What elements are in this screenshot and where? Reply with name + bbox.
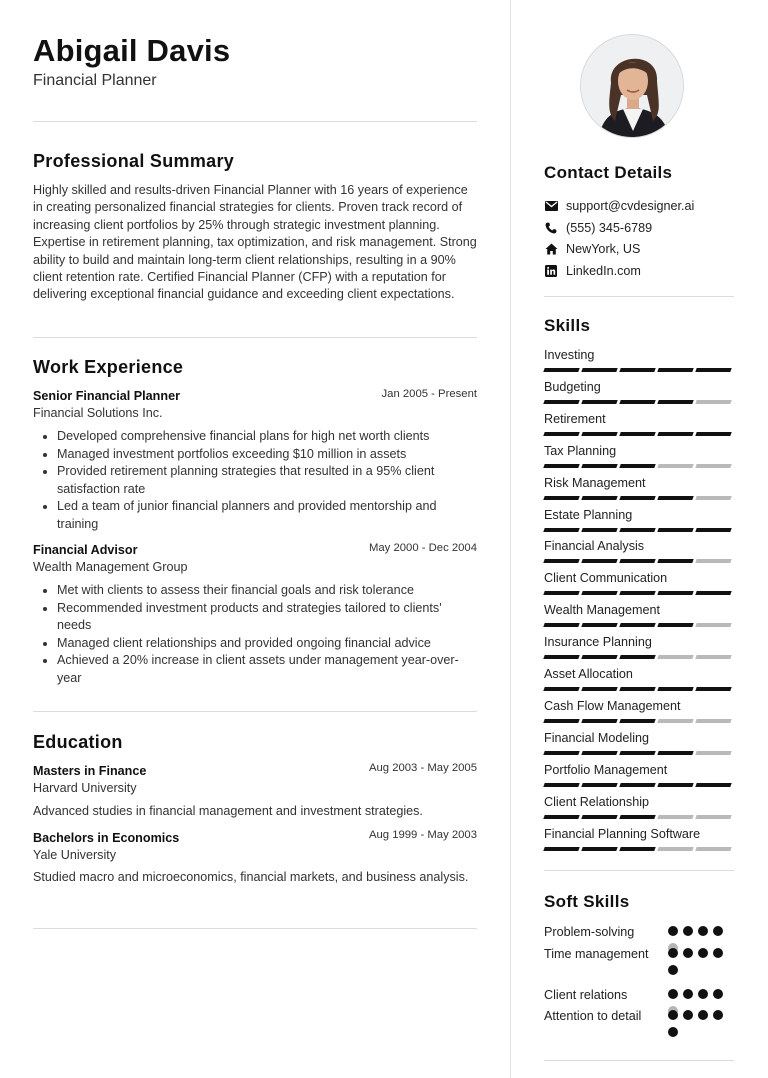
rating-dot: [713, 1010, 723, 1020]
degree-description-1: Advanced studies in financial management and investment strategies.: [33, 804, 423, 818]
skill-level-segment: [619, 559, 655, 563]
skill-level-segment: [695, 687, 731, 691]
rating-dot: [668, 1010, 678, 1020]
school-name-2: Yale University: [33, 848, 117, 862]
rating-dot: [683, 1010, 693, 1020]
skill-name: Investing: [544, 348, 595, 362]
rating-dot: [713, 948, 723, 958]
skill-level-bar: [544, 368, 734, 372]
skill-name: Retirement: [544, 411, 606, 426]
summary-heading: Professional Summary: [33, 151, 235, 171]
skill-level-segment: [581, 591, 617, 595]
skill-level-segment: [619, 464, 655, 468]
skill-level-segment: [543, 623, 579, 627]
job-title-2: Financial Advisor: [33, 543, 138, 557]
phone-icon: [544, 221, 558, 235]
skill-level-segment: [619, 400, 655, 404]
skill-level-segment: [657, 591, 693, 595]
skill-level-segment: [543, 751, 579, 755]
skill-level-segment: [619, 783, 655, 787]
skill-level-segment: [543, 400, 579, 404]
skill-name: Financial Analysis: [544, 539, 645, 554]
skill-level-segment: [581, 559, 617, 563]
skill-item: [544, 379, 734, 404]
skill-level-segment: [657, 528, 693, 532]
degree-dates-1: Aug 2003 - May 2005: [368, 762, 477, 774]
bullet-item: • Recommended investment products and strategies tailored to clients' needs: [57, 600, 475, 635]
skill-level-segment: [657, 751, 693, 755]
skill-name: Estate Planning: [544, 507, 633, 522]
skill-item: [544, 570, 734, 595]
skill-level-segment: [581, 719, 617, 723]
job-company-2: Wealth Management Group: [33, 560, 188, 574]
degree-title-1: Masters in Finance: [33, 764, 147, 778]
skill-name: Financial Modeling: [544, 730, 650, 745]
skill-level-segment: [619, 847, 655, 851]
job-title-1: Senior Financial Planner: [33, 389, 180, 403]
job-bullets-2: [57, 582, 475, 687]
home-icon: [544, 242, 558, 256]
skill-level-segment: [543, 847, 579, 851]
summary-text: Highly skilled and results-driven Financial Planner with 16 years of experience in creating personalized financial strategies for clients. Proven track record of increasing client portfolios by 25% through strategic investment planning. Expertise in retirement planning, tax optimization, and risk management. Strong ability to build and maintain long-term client relationships, resulting in a 90% client retention rate. Certified Financial Planner (CFP) with a reputation for delivering exceptional financial guidance and exceeding client expectations.: [33, 183, 477, 302]
job-company-1: Financial Solutions Inc.: [33, 406, 163, 420]
skill-level-bar: [544, 432, 734, 436]
skill-name: Budgeting: [544, 379, 601, 394]
envelope-icon: [544, 199, 558, 213]
skill-level-segment: [657, 559, 693, 563]
skill-level-segment: [543, 496, 579, 500]
column-divider: [510, 0, 511, 1078]
skill-level-segment: [619, 368, 655, 372]
skill-level-segment: [581, 432, 617, 436]
skill-name: Portfolio Management: [544, 762, 668, 777]
skill-level-segment: [695, 496, 731, 500]
rating-dot: [713, 989, 723, 999]
skill-level-segment: [543, 687, 579, 691]
contact-phone-text: (555) 345-6789: [566, 221, 653, 235]
soft-skill-name: Problem-solving: [544, 925, 635, 939]
rating-dot: [683, 948, 693, 958]
soft-skills-heading: Soft Skills: [544, 892, 630, 911]
school-name-1: Harvard University: [33, 781, 137, 795]
skill-level-segment: [619, 591, 655, 595]
skill-level-bar: [544, 623, 734, 627]
profile-photo: [580, 34, 684, 138]
degree-description-2: Studied macro and microeconomics, financial markets, and business analysis.: [33, 870, 469, 884]
skill-level-segment: [581, 687, 617, 691]
skill-level-segment: [543, 464, 579, 468]
header-divider: [33, 121, 477, 122]
skill-level-segment: [695, 432, 731, 436]
skill-level-segment: [657, 496, 693, 500]
linkedin-icon: [544, 264, 558, 278]
skill-level-bar: [544, 496, 734, 500]
skill-level-segment: [543, 591, 579, 595]
skill-item: [544, 698, 734, 723]
skill-level-segment: [695, 719, 731, 723]
skill-name: Wealth Management: [544, 603, 660, 618]
skill-level-segment: [543, 655, 579, 659]
experience-heading: Work Experience: [33, 357, 184, 377]
skill-level-segment: [543, 432, 579, 436]
skill-level-segment: [657, 368, 693, 372]
skill-name: Tax Planning: [544, 443, 617, 458]
education-heading: Education: [33, 732, 123, 752]
skill-level-segment: [657, 655, 693, 659]
skill-level-segment: [619, 496, 655, 500]
skill-level-segment: [695, 655, 731, 659]
skill-level-segment: [619, 432, 655, 436]
candidate-name: Abigail Davis: [33, 33, 231, 68]
skill-level-segment: [581, 400, 617, 404]
skill-item: [544, 347, 734, 372]
contact-email[interactable]: [544, 197, 694, 215]
skill-level-bar: [544, 719, 734, 723]
skill-item: [544, 538, 734, 563]
skill-item: [544, 411, 734, 436]
skill-item: [544, 826, 734, 851]
degree-dates-2: Aug 1999 - May 2003: [368, 829, 477, 841]
experience-divider: [33, 711, 477, 712]
contact-linkedin[interactable]: [544, 262, 641, 280]
skill-level-segment: [619, 655, 655, 659]
skill-level-bar: [544, 655, 734, 659]
skill-level-bar: [544, 528, 734, 532]
skill-level-segment: [581, 815, 617, 819]
bullet-item: • Managed client relationships and provided ongoing financial advice: [57, 635, 475, 653]
job-title: Financial Planner: [33, 72, 157, 89]
skill-item: [544, 730, 734, 755]
rating-dot: [683, 989, 693, 999]
skill-level-bar: [544, 687, 734, 691]
job-dates-2: May 2000 - Dec 2004: [368, 542, 477, 554]
contact-phone[interactable]: [544, 219, 652, 237]
skill-level-bar: [544, 559, 734, 563]
skill-level-segment: [581, 368, 617, 372]
skill-level-segment: [581, 751, 617, 755]
skill-level-segment: [657, 432, 693, 436]
skill-level-segment: [543, 719, 579, 723]
skill-level-bar: [544, 847, 734, 851]
skill-level-segment: [695, 528, 731, 532]
skill-level-segment: [619, 719, 655, 723]
skill-level-segment: [657, 464, 693, 468]
rating-dot: [713, 926, 723, 936]
skill-level-bar: [544, 464, 734, 468]
rating-dot: [698, 926, 708, 936]
skill-name: Asset Allocation: [544, 667, 633, 681]
skill-level-segment: [581, 655, 617, 659]
skill-level-segment: [581, 783, 617, 787]
summary-divider: [33, 337, 477, 338]
job-bullets-1: [57, 428, 475, 533]
skill-level-segment: [695, 623, 731, 627]
skill-item: [544, 634, 734, 659]
job-dates-1: Jan 2005 - Present: [381, 388, 477, 400]
skill-level-segment: [695, 751, 731, 755]
rating-dot: [668, 948, 678, 958]
skill-level-segment: [657, 687, 693, 691]
education-divider: [33, 928, 477, 929]
skill-level-segment: [619, 623, 655, 627]
skill-level-segment: [581, 623, 617, 627]
skill-level-segment: [657, 719, 693, 723]
skill-item: [544, 475, 734, 500]
skill-level-segment: [543, 528, 579, 532]
bullet-item: • Achieved a 20% increase in client assets under management year-over-year: [57, 652, 475, 687]
contact-location-text: NewYork, US: [566, 242, 641, 256]
skill-level-segment: [657, 623, 693, 627]
skill-level-segment: [619, 687, 655, 691]
skill-level-segment: [695, 847, 731, 851]
rating-dot: [668, 989, 678, 999]
skill-level-segment: [657, 783, 693, 787]
rating-dot: [698, 989, 708, 999]
skill-level-segment: [695, 815, 731, 819]
skill-level-segment: [657, 815, 693, 819]
skill-level-segment: [619, 751, 655, 755]
contact-divider: [544, 296, 734, 297]
soft-skill-name: Attention to detail: [544, 1009, 642, 1023]
soft-skills-divider: [544, 1060, 734, 1061]
skill-item: [544, 602, 734, 627]
skill-level-bar: [544, 751, 734, 755]
skill-level-segment: [695, 464, 731, 468]
skill-level-segment: [619, 815, 655, 819]
skill-level-segment: [695, 400, 731, 404]
soft-skill-name: Client relations: [544, 988, 628, 1002]
skill-name: Insurance Planning: [544, 635, 652, 650]
skill-name: Client Communication: [544, 571, 668, 586]
skill-level-segment: [657, 400, 693, 404]
skills-divider: [544, 870, 734, 871]
contact-linkedin-text: LinkedIn.com: [566, 264, 641, 278]
skill-level-segment: [619, 528, 655, 532]
skill-item: [544, 507, 734, 532]
skill-level-bar: [544, 591, 734, 595]
bullet-item: • Developed comprehensive financial plans for high net worth clients: [57, 428, 475, 446]
contact-email-text: support@cvdesigner.ai: [566, 199, 695, 213]
contact-location: [544, 240, 640, 258]
skill-level-segment: [695, 368, 731, 372]
skill-level-segment: [581, 496, 617, 500]
bullet-item: • Managed investment portfolios exceeding $10 million in assets: [57, 446, 475, 464]
rating-dot: [698, 1010, 708, 1020]
rating-dot: [668, 926, 678, 936]
skills-heading: Skills: [544, 316, 591, 335]
skill-level-bar: [544, 783, 734, 787]
skill-level-segment: [695, 783, 731, 787]
skill-level-segment: [581, 847, 617, 851]
skill-name: Risk Management: [544, 475, 646, 490]
skill-name: Financial Planning Software: [544, 826, 701, 841]
skill-name: Client Relationship: [544, 794, 650, 809]
skill-level-segment: [657, 847, 693, 851]
skill-level-segment: [695, 591, 731, 595]
skill-level-segment: [543, 783, 579, 787]
skill-level-segment: [581, 528, 617, 532]
bullet-item: • Led a team of junior financial planners and provided mentorship and training: [57, 498, 475, 533]
contact-heading: Contact Details: [544, 163, 673, 182]
skill-level-bar: [544, 400, 734, 404]
skill-item: [544, 762, 734, 787]
skill-level-segment: [543, 815, 579, 819]
skill-item: [544, 794, 734, 819]
skill-level-segment: [695, 559, 731, 563]
skill-name: Cash Flow Management: [544, 698, 681, 713]
degree-title-2: Bachelors in Economics: [33, 831, 180, 845]
bullet-item: • Met with clients to assess their financial goals and risk tolerance: [57, 582, 475, 600]
rating-dot: [683, 926, 693, 936]
skill-level-bar: [544, 815, 734, 819]
soft-skill-name: Time management: [544, 947, 649, 961]
rating-dot: [668, 1027, 678, 1037]
rating-dot: [668, 965, 678, 975]
skill-item: [544, 666, 734, 691]
bullet-item: • Provided retirement planning strategies that resulted in a 95% client satisfaction rate: [57, 463, 475, 498]
skill-item: [544, 443, 734, 468]
skill-level-segment: [581, 464, 617, 468]
rating-dot: [698, 948, 708, 958]
skill-level-segment: [543, 368, 579, 372]
skill-level-segment: [543, 559, 579, 563]
